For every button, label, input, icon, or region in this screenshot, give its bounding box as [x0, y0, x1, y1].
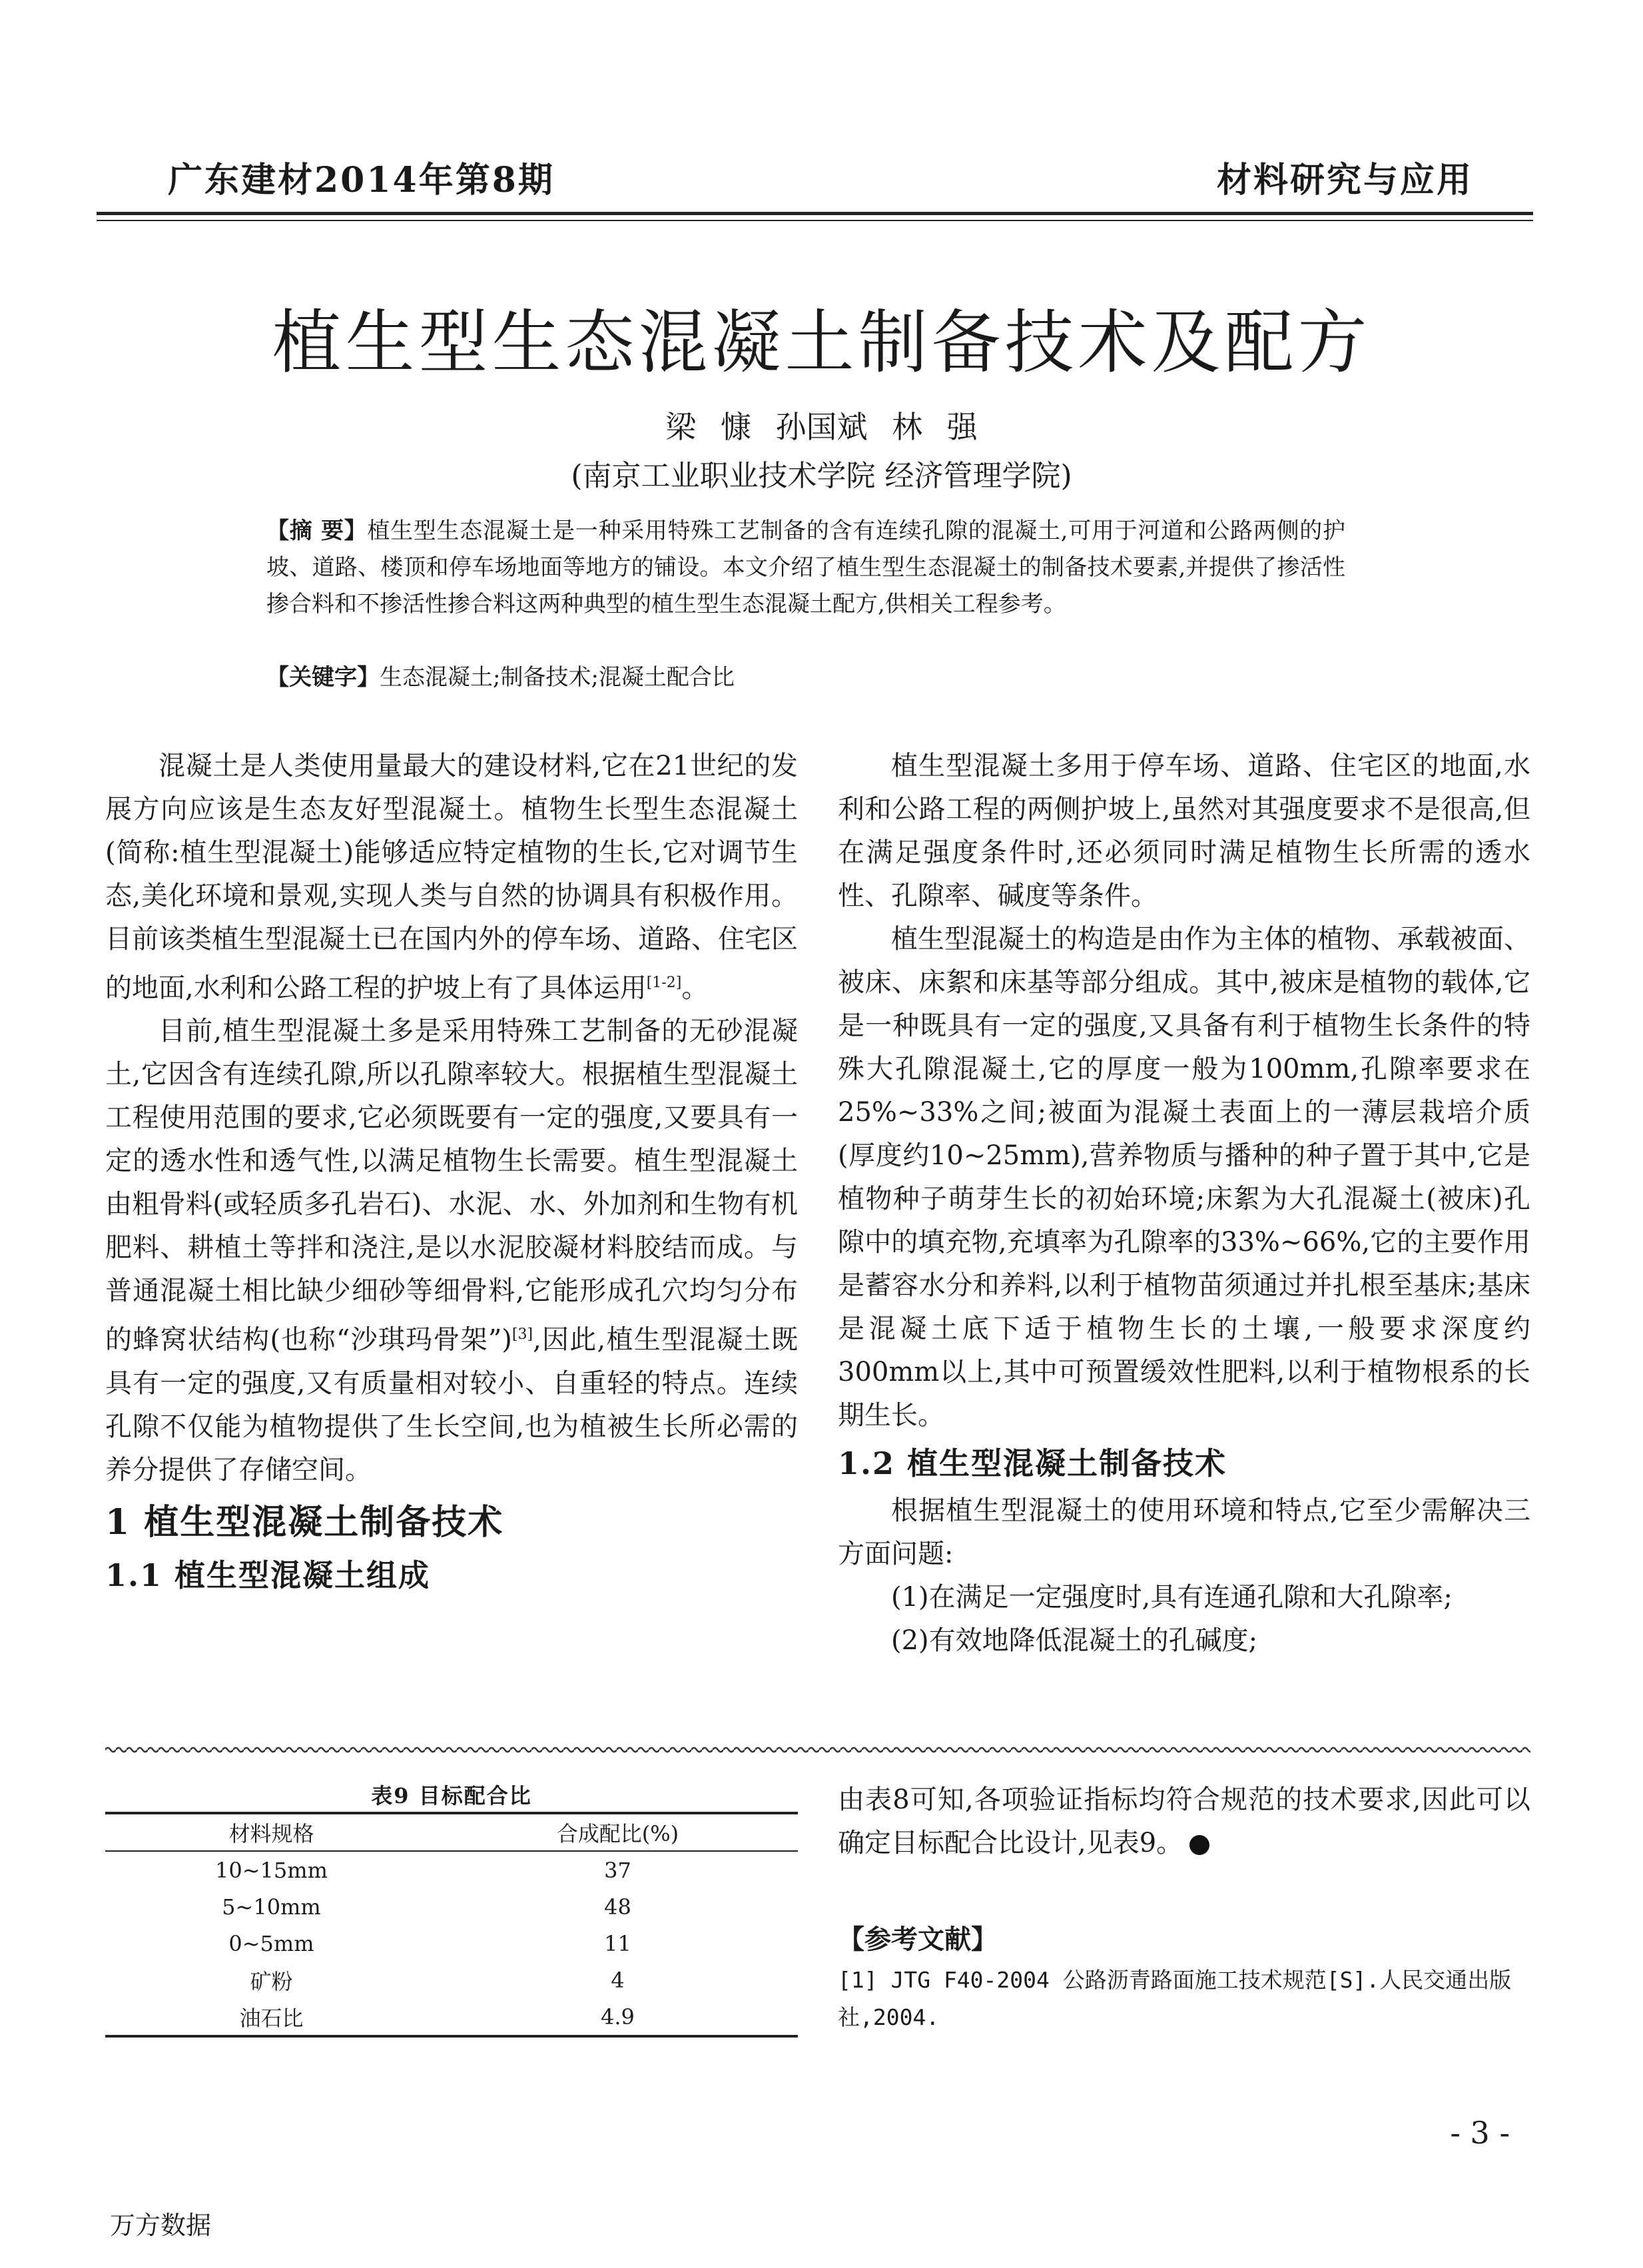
table-header-row	[105, 1813, 798, 1851]
table-cell: 4	[611, 1967, 625, 1993]
header-rule-thin	[97, 220, 1533, 221]
watermark: 万方数据	[110, 2211, 212, 2240]
paragraph-text: 混凝土是人类使用量最大的建设材料,它在21世纪的发展方向应该是生态友好型混凝土。植物生长型生态混凝土(简称:植生型混凝土)能够适应特定植物的生长,它对调节生态,美化环境和景观,实现人类与自然的协调具有积极作用。目前该类植生型混凝土已在国内外的停车场、道路、住宅区的地面,水利和公路工程的护坡上有了具体运用	[105, 751, 798, 1004]
paragraph	[105, 1010, 798, 1491]
table-cell: 37	[604, 1857, 631, 1883]
keywords	[266, 659, 1345, 696]
mix-ratio-table	[105, 1812, 798, 2038]
column-header: 材料规格	[228, 1821, 314, 1846]
page-number: - 3 -	[1450, 2115, 1510, 2151]
paragraph: 根据植生型混凝土的使用环境和特点,它至少需解决三方面问题:	[838, 1495, 1530, 1569]
paragraph	[105, 745, 798, 1010]
table-cell: 10~15mm	[214, 1857, 328, 1883]
abstract-text: 植生型生态混凝土是一种采用特殊工艺制备的含有连续孔隙的混凝土,可用于河道和公路两侧的护坡、道路、楼顶和停车场地面等地方的铺设。本文介绍了植生型生态混凝土的制备技术要素,并提供了掺活性掺合料和不掺活性掺合料这两种典型的植生型生态混凝土配方,供相关工程参考。	[266, 518, 1345, 617]
paragraph-text: 目前,植生型混凝土多是采用特殊工艺制备的无砂混凝土,它因含有连续孔隙,所以孔隙率较大。根据植生型混凝土工程使用范围的要求,它必须既要有一定的强度,又要具有一定的透水性和透气性,以满足植物生长需要。植生型混凝土由粗骨料(或轻质多孔岩石)、水泥、水、外加剂和生物有机肥料、耕植土等拌和浇注,是以水泥胶凝材料胶结而成。与普通混凝土相比缺少细砂等细骨料,它能形成孔穴均匀分布的蜂窝状结构(也称“沙琪玛骨架”)	[105, 1016, 798, 1355]
end-mark-icon	[1189, 1835, 1209, 1855]
subsection-heading: 1.2 植生型混凝土制备技术	[838, 1445, 1227, 1481]
section-heading: 1 植生型混凝土制备技术	[105, 1501, 504, 1543]
table-row	[105, 1888, 798, 1925]
table-caption: 表9 目标配合比	[371, 1783, 532, 1808]
table-9	[105, 1780, 798, 2038]
reference-item: [1] JTG F40-2004 公路沥青路面施工技术规范[S].人民交通出版社,2004.	[838, 1967, 1512, 2030]
abstract-label: 【摘 要】	[266, 518, 368, 544]
citation: [1-2]	[646, 974, 682, 991]
decorative-separator	[105, 1745, 1530, 1754]
journal-name: 广东建材2014年第8期	[168, 160, 555, 200]
authors: 梁 慷 孙国斌 林 强	[665, 409, 978, 445]
table-cell: 矿粉	[250, 1968, 293, 1994]
list-item: (1)在满足一定强度时,具有连通孔隙和大孔隙率;	[891, 1582, 1453, 1613]
table-cell: 4.9	[601, 2004, 635, 2030]
table-cell: 油石比	[239, 2005, 304, 2031]
table-cell: 0~5mm	[228, 1930, 314, 1956]
conclusion-paragraph	[838, 1778, 1530, 1865]
list-item: (2)有效地降低混凝土的孔碱度;	[891, 1625, 1258, 1656]
table-row	[105, 1962, 798, 1998]
section-name: 材料研究与应用	[1216, 160, 1473, 200]
table-row	[105, 1851, 798, 1888]
paragraph: 植生型混凝土的构造是由作为主体的植物、承载被面、被床、床絮和床基等部分组成。其中,被床是植物的载体,它是一种既具有一定的强度,又具备有利于植物生长条件的特殊大孔隙混凝土,它的厚度一般为100mm,孔隙率要求在25%~33%之间;被面为混凝土表面上的一薄层栽培介质(厚度约10~25mm),营养物质与播种的种子置于其中,它是植物种子萌芽生长的初始环境;床絮为大孔混凝土(被床)孔隙中的填充物,充填率为孔隙率的33%~66%,它的主要作用是蓄容水分和养料,以利于植物苗须通过并扎根至基床;基床是混凝土底下适于植物生长的土壤,一般要求深度约300mm以上,其中可预置缓效性肥料,以利于植物根系的长期生长。	[838, 924, 1530, 1431]
table-cell: 5~10mm	[222, 1894, 321, 1920]
citation: [3]	[511, 1326, 533, 1343]
affiliation: (南京工业职业技术学院 经济管理学院)	[571, 459, 1072, 493]
left-column	[105, 745, 798, 1601]
table-row	[105, 1925, 798, 1962]
column-header: 合成配比(%)	[556, 1821, 679, 1846]
table-row	[105, 1998, 798, 2036]
references-list	[838, 1962, 1530, 2036]
table-cell: 11	[604, 1930, 631, 1956]
paragraph	[838, 1778, 1530, 1865]
article-title: 植生型生态混凝土制备技术及配方	[272, 302, 1371, 383]
header-rule	[97, 212, 1533, 215]
table-cell: 48	[604, 1894, 631, 1920]
paragraph-text: 。	[681, 972, 709, 1004]
right-column	[838, 745, 1530, 1663]
paragraph-text: ,因此,植生型混凝土既具有一定的强度,又有质量相对较小、自重轻的特点。连续孔隙不仅能为植物提供了生长空间,也为植被生长所必需的养分提供了存储空间。	[105, 1324, 799, 1485]
keywords-text: 生态混凝土;制备技术;混凝土配合比	[380, 664, 735, 691]
paragraph: 植生型混凝土多用于停车场、道路、住宅区的地面,水利和公路工程的两侧护坡上,虽然对其强度要求不是很高,但在满足强度条件时,还必须同时满足植物生长所需的透水性、孔隙率、碱度等条件。	[838, 751, 1530, 911]
abstract	[266, 513, 1345, 623]
paragraph-text: 由表8可知,各项验证指标均符合规范的技术要求,因此可以确定目标配合比设计,见表9。	[838, 1784, 1530, 1858]
references-heading: 【参考文献】	[838, 1924, 998, 1955]
subsection-heading: 1.1 植生型混凝土组成	[105, 1557, 431, 1593]
keywords-label: 【关键字】	[266, 664, 380, 691]
